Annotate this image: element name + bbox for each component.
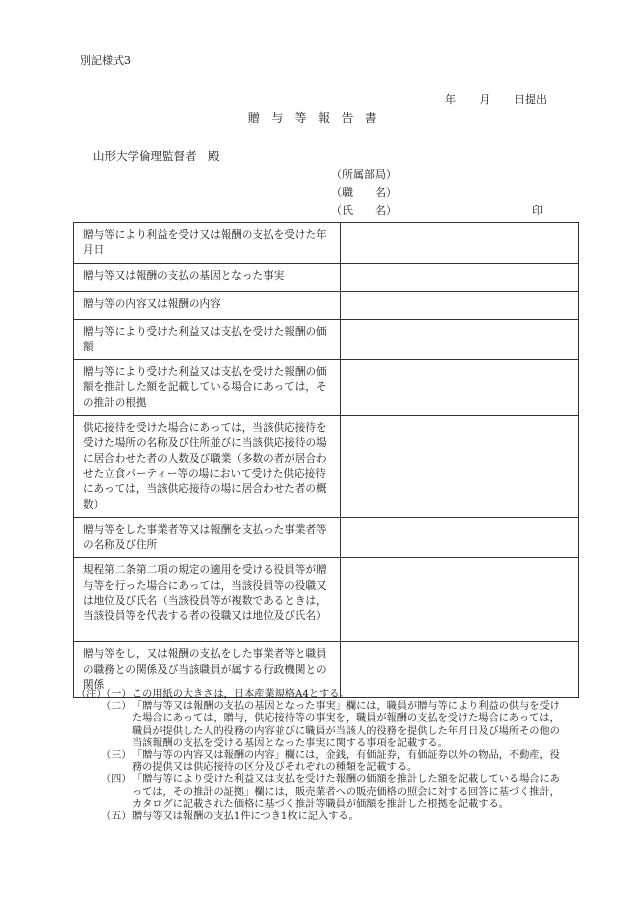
table-row xyxy=(74,319,579,360)
field-department-label: （所属部局） xyxy=(331,168,397,181)
row-label: 贈与等の内容又は報酬の内容 xyxy=(74,291,341,319)
date-month-label: 月 xyxy=(479,93,491,106)
row-label: 贈与等又は報酬の支払の基因となった事実 xyxy=(74,263,341,291)
note-text: 贈与等又は報酬の支払1件につき1枚に記入する。 xyxy=(132,811,359,823)
note-number: （二） xyxy=(101,701,132,713)
note-text: 「贈与等の内容又は報酬の内容」欄には，金銭，有価証券，有価証券以外の物品，不動産，役務の提供又は供応接待の区分及びそれぞれの種類を記載する。 xyxy=(132,750,560,774)
page-title: 贈与等報告書 xyxy=(247,111,389,125)
note-item xyxy=(76,701,566,750)
table-row xyxy=(74,558,579,642)
note-text: この用紙の大きさは，日本産業規格A4とする。 xyxy=(132,689,350,700)
note-item xyxy=(76,811,566,823)
note-number: （四） xyxy=(101,774,132,786)
note-text: 「贈与等又は報酬の支払の基因となった事実」欄には，職員が贈与等により利益の供与を受けた場合にあっては，贈与，供応接待等の事実を，職員が報酬の支払を受けた場合にあっては，職員が提供した人的役務の内容並びに職員が当該人的役務を提供した年月日及び場所その他の当該報酬の支払を受ける基因となった事実に関する事項を記載する。 xyxy=(132,701,560,749)
form-number: 別記様式3 xyxy=(80,54,131,67)
row-label: 規程第二条第二項の規定の適用を受ける役員等が贈与等を行った場合にあっては，当該役員等の役職又は地位及び氏名（当該役員等が複数であるときは，当該役員等を代表する者の役職又は地位及び氏名） xyxy=(74,558,341,642)
field-name-label: （氏 名） xyxy=(331,204,397,217)
table-row xyxy=(74,360,579,416)
row-value-field[interactable] xyxy=(341,558,579,642)
row-label: 贈与等により受けた利益又は支払を受けた報酬の価額 xyxy=(74,319,341,360)
note-item xyxy=(76,689,566,701)
note-number: （五） xyxy=(101,811,132,823)
row-value-field[interactable] xyxy=(341,416,579,518)
table-row xyxy=(74,291,579,319)
reporter-fields xyxy=(331,166,397,220)
report-table xyxy=(73,222,579,698)
row-value-field[interactable] xyxy=(341,517,579,558)
table-row xyxy=(74,223,579,264)
submission-date xyxy=(445,91,547,107)
row-value-field[interactable] xyxy=(341,263,579,291)
field-position-label: （職 名） xyxy=(331,186,397,199)
notes-label: （注） xyxy=(76,689,107,700)
row-label: 供応接待を受けた場合にあっては，当該供応接待を受けた場所の名称及び住所並びに当該供応接待の場に居合わせた者の人数及び職業（多数の者が居合わせた立食パーティー等の場において受けた供応接待にあっては，当該供応接待の場に居合わせた者の概数） xyxy=(74,416,341,518)
row-value-field[interactable] xyxy=(341,360,579,416)
note-number: （三） xyxy=(101,750,132,762)
row-value-field[interactable] xyxy=(341,223,579,264)
note-item xyxy=(76,774,566,811)
date-year-label: 年 xyxy=(445,93,456,106)
row-value-field[interactable] xyxy=(341,291,579,319)
notes-section xyxy=(76,689,566,823)
addressee: 山形大学倫理監督者 殿 xyxy=(93,149,220,163)
date-day-label: 日提出 xyxy=(514,93,547,106)
table-row xyxy=(74,263,579,291)
row-label: 贈与等により受けた利益又は支払を受けた報酬の価額を推計した額を記載している場合にあっては，その推計の根拠 xyxy=(74,360,341,416)
row-label: 贈与等をし，又は報酬の支払をした事業者等と職員の職務との関係及び当該職員が属する行政機関との関係 xyxy=(74,642,341,698)
note-number: （一） xyxy=(101,689,132,700)
seal-mark: 印 xyxy=(532,204,543,217)
row-value-field[interactable] xyxy=(341,319,579,360)
row-label: 贈与等をした事業者等又は報酬を支払った事業者等の名称及び住所 xyxy=(74,517,341,558)
table-row xyxy=(74,416,579,518)
row-label: 贈与等により利益を受け又は報酬の支払を受けた年月日 xyxy=(74,223,341,264)
note-text: 「贈与等により受けた利益又は支払を受けた報酬の価額を推計した額を記載している場合にあっては，その推計の証拠」欄には，販売業者への販売価格の照会に対する回答に基づく推計，カタログに記載された価格に基づく推計等職員が価額を推計した根拠を記載する。 xyxy=(132,774,560,810)
table-row xyxy=(74,517,579,558)
note-item xyxy=(76,750,566,774)
